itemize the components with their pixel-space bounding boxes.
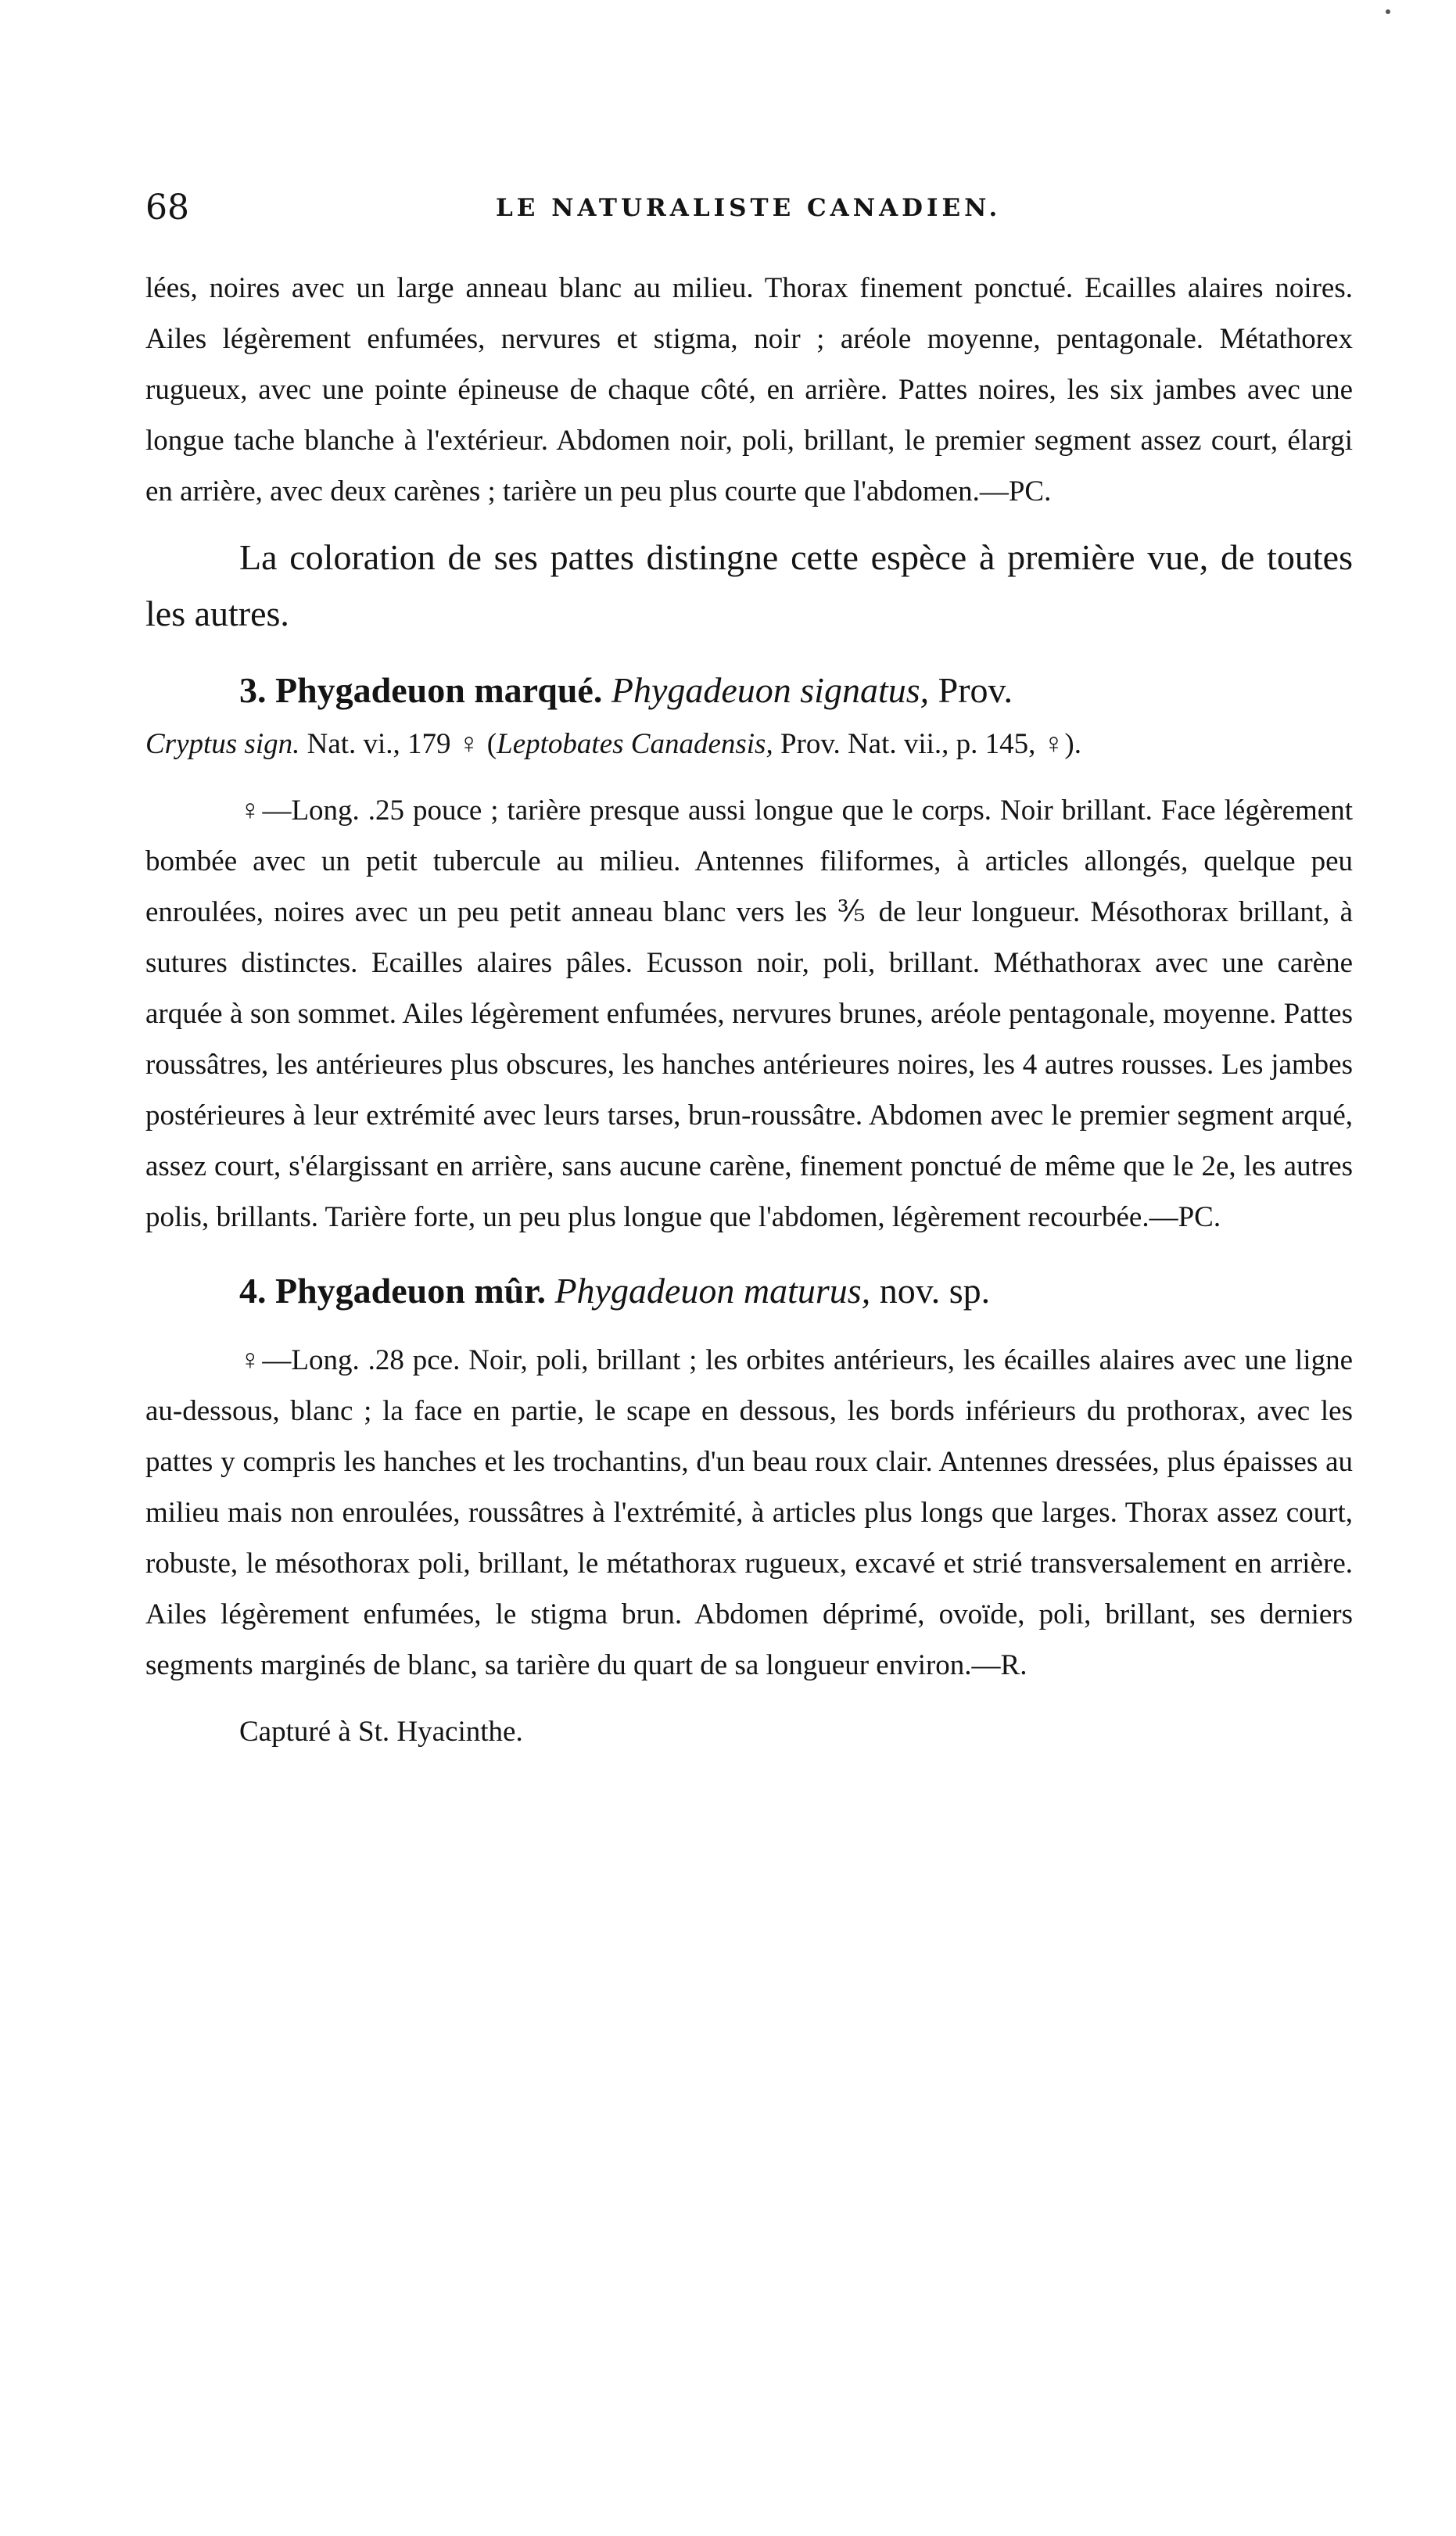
synonym-cryptus: Cryptus sign. xyxy=(145,728,300,760)
synonym-leptobates: Leptobates Canadensis, xyxy=(497,728,773,760)
species-heading-4 xyxy=(145,1263,1353,1319)
book-page xyxy=(145,188,1353,1757)
remark-paragraph: La coloration de ses pattes distingne cette espèce à première vue, de toutes les autres. xyxy=(145,537,1353,633)
species-description-continued: lées, noires avec un large anneau blanc au milieu. Thorax finement ponctué. Ecailles alaires noires. Ailes légèrement enfumées, nervures et stigma, noir ; aréole moyenne, pentagonale. Métathorex rugueux, avec une pointe épineuse de chaque côté, en arrière. Pattes noires, les six jambes avec une longue tache blanche à l'extérieur. Abdomen noir, poli, brillant, le premier segment assez court, élargi en arrière, avec deux carènes ; tarière un peu plus courte que l'abdomen.—PC. xyxy=(145,272,1353,508)
species-3-name: 3. Phygadeuon marqué. xyxy=(239,670,603,710)
capture-location: Capturé à St. Hyacinthe. xyxy=(239,1716,523,1748)
species-3-author: Prov. xyxy=(938,670,1013,710)
page-header xyxy=(145,188,1353,242)
species-4-author: nov. sp. xyxy=(879,1271,991,1311)
species-4-name: 4. Phygadeuon mûr. xyxy=(239,1271,546,1311)
species-4-latin-name: Phygadeuon maturus, xyxy=(554,1271,871,1311)
species-3-synonymy xyxy=(145,719,1353,769)
species-3-description: ♀—Long. .25 pouce ; tarière presque aussi longue que le corps. Noir brillant. Face légèrement bombée avec un petit tubercule au milieu. Antennes filiformes, à articles allongés, quelque peu enroulées, noires avec un peu petit anneau blanc vers les ⅗ de leur longueur. Mésothorax brillant, à sutures distinctes. Ecailles alaires pâles. Ecusson noir, poli, brillant. Méthathorax avec une carène arquée à son sommet. Ailes légèrement enfumées, nervures brunes, aréole pentagonale, moyenne. Pattes roussâtres, les antérieures plus obscures, les hanches antérieures noires, les 4 autres rousses. Les jambes postérieures à leur extrémité avec leurs tarses, brun-roussâtre. Abdomen avec le premier segment arqué, assez court, s'élargissant en arrière, sans aucune carène, finement ponctué de même que le 2e, les autres polis, brillants. Tarière forte, un peu plus longue que l'abdomen, légèrement recourbée.—PC. xyxy=(145,795,1353,1233)
synonym-reference-2: Prov. Nat. vii., p. 145, ♀). xyxy=(780,728,1082,760)
species-heading-3 xyxy=(145,662,1353,719)
running-title: LE NATURALISTE CANADIEN. xyxy=(496,194,1002,222)
species-3-latin-name: Phygadeuon signatus, xyxy=(611,670,930,710)
synonym-reference-1: Nat. vi., 179 ♀ ( xyxy=(307,728,497,760)
page-number: 68 xyxy=(145,188,189,228)
species-4-description: ♀—Long. .28 pce. Noir, poli, brillant ; les orbites antérieurs, les écailles alaires avec une ligne au-dessous, blanc ; la face en partie, le scape en dessous, les bords inférieurs du prothorax, avec les pattes y compris les hanches et les trochantins, d'un beau roux clair. Antennes dressées, plus épaisses au milieu mais non enroulées, roussâtres à l'extrémité, à articles plus longs que larges. Thorax assez court, robuste, le mésothorax poli, brillant, le métathorax rugueux, excavé et strié transversalement en arrière. Ailes légèrement enfumées, le stigma brun. Abdomen déprimé, ovoïde, poli, brillant, ses derniers segments marginés de blanc, sa tarière du quart de sa longueur environ.—R. xyxy=(145,1344,1353,1681)
speck-top-right xyxy=(1386,9,1390,14)
